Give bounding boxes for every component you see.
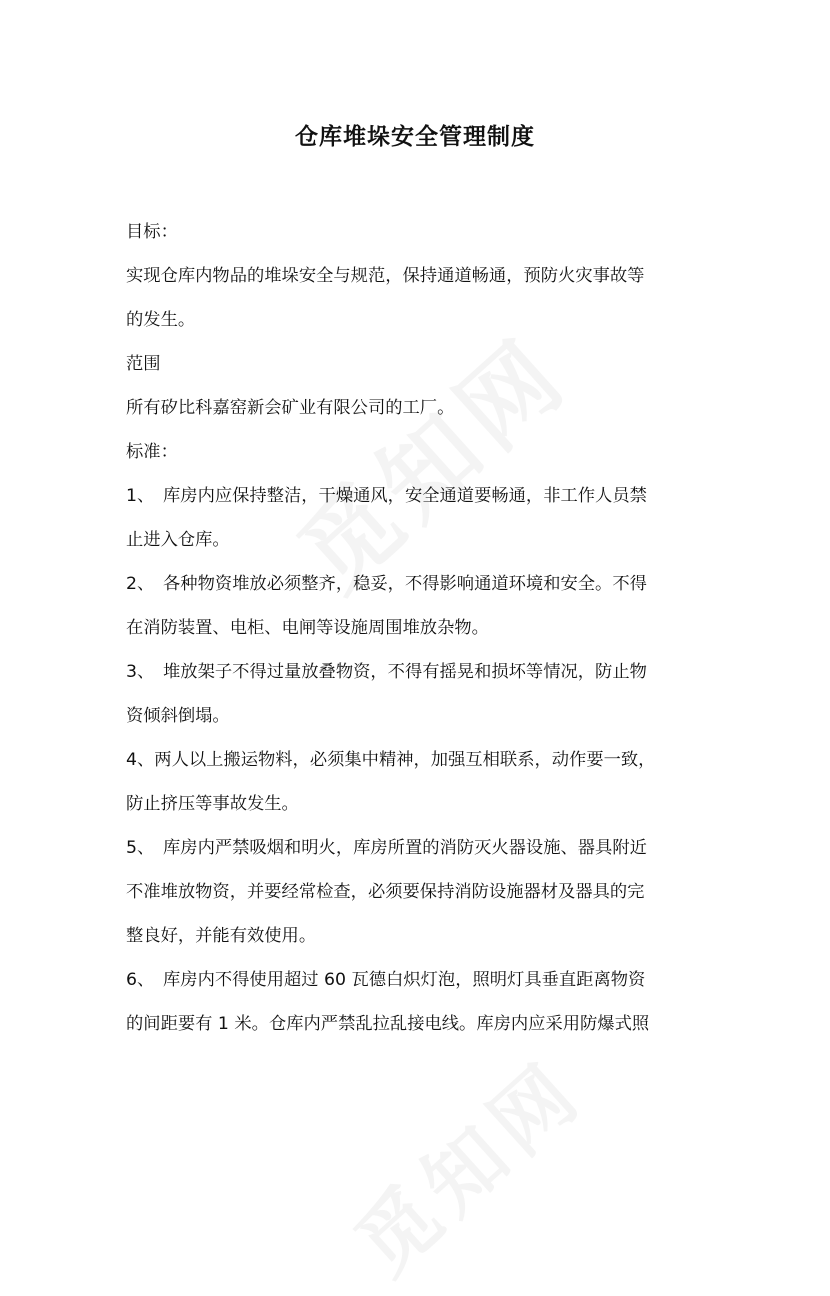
standard-item-2 [126, 562, 714, 606]
goal-heading: 目标： [126, 222, 178, 242]
standard-item-1 [126, 474, 714, 518]
document-title: 仓库堆垛安全管理制度 [295, 124, 535, 150]
standard-heading: 标准： [126, 442, 178, 462]
standard-item-3-continued: 资倾斜倒塌。 [126, 706, 230, 726]
item-text: 库房内应保持整洁，干燥通风，安全通道要畅通，非工作人员禁 [163, 486, 647, 506]
standard-item-2-continued: 在消防装置、电柜、电闸等设施周围堆放杂物。 [126, 618, 489, 638]
standard-item-4 [126, 738, 714, 782]
scope-heading: 范围 [126, 354, 161, 374]
item-text: 各种物资堆放必须整齐，稳妥，不得影响通道环境和安全。不得 [163, 574, 647, 594]
standard-item-5-continued-2: 整良好，并能有效使用。 [126, 926, 317, 946]
item-text: 库房内严禁吸烟和明火，库房所置的消防灭火器设施、器具附近 [163, 838, 647, 858]
item-number: 1、 [126, 486, 155, 506]
item-text: 两人以上搬运物料，必须集中精神，加强互相联系，动作要一致， [154, 750, 656, 770]
standard-item-6 [126, 958, 714, 1002]
item-number: 4、 [126, 750, 155, 770]
scope-text: 所有矽比科嘉窑新会矿业有限公司的工厂。 [126, 398, 455, 418]
item-number: 6、 [126, 970, 155, 990]
goal-text-line-2: 的发生。 [126, 310, 196, 330]
goal-text-line-1: 实现仓库内物品的堆垛安全与规范，保持通道畅通，预防火灾事故等 [126, 266, 645, 286]
item-text: 库房内不得使用超过 60 瓦德白炽灯泡，照明灯具垂直距离物资 [163, 970, 646, 990]
item-number: 2、 [126, 574, 155, 594]
standard-item-1-continued: 止进入仓库。 [126, 530, 230, 550]
item-text: 堆放架子不得过量放叠物资，不得有摇晃和损坏等情况，防止物 [163, 662, 647, 682]
item-number: 5、 [126, 838, 155, 858]
watermark-bottom [326, 1029, 604, 1295]
standard-item-3 [126, 650, 714, 694]
item-number: 3、 [126, 662, 155, 682]
document-body [126, 210, 714, 1046]
standard-item-5-continued: 不准堆放物资，并要经常检查，必须要保持消防设施器材及器具的完 [126, 882, 645, 902]
standard-item-6-continued: 的间距要有 1 米。仓库内严禁乱拉乱接电线。库房内应采用防爆式照 [126, 1014, 650, 1034]
standard-item-5 [126, 826, 714, 870]
standard-item-4-continued: 防止挤压等事故发生。 [126, 794, 299, 814]
